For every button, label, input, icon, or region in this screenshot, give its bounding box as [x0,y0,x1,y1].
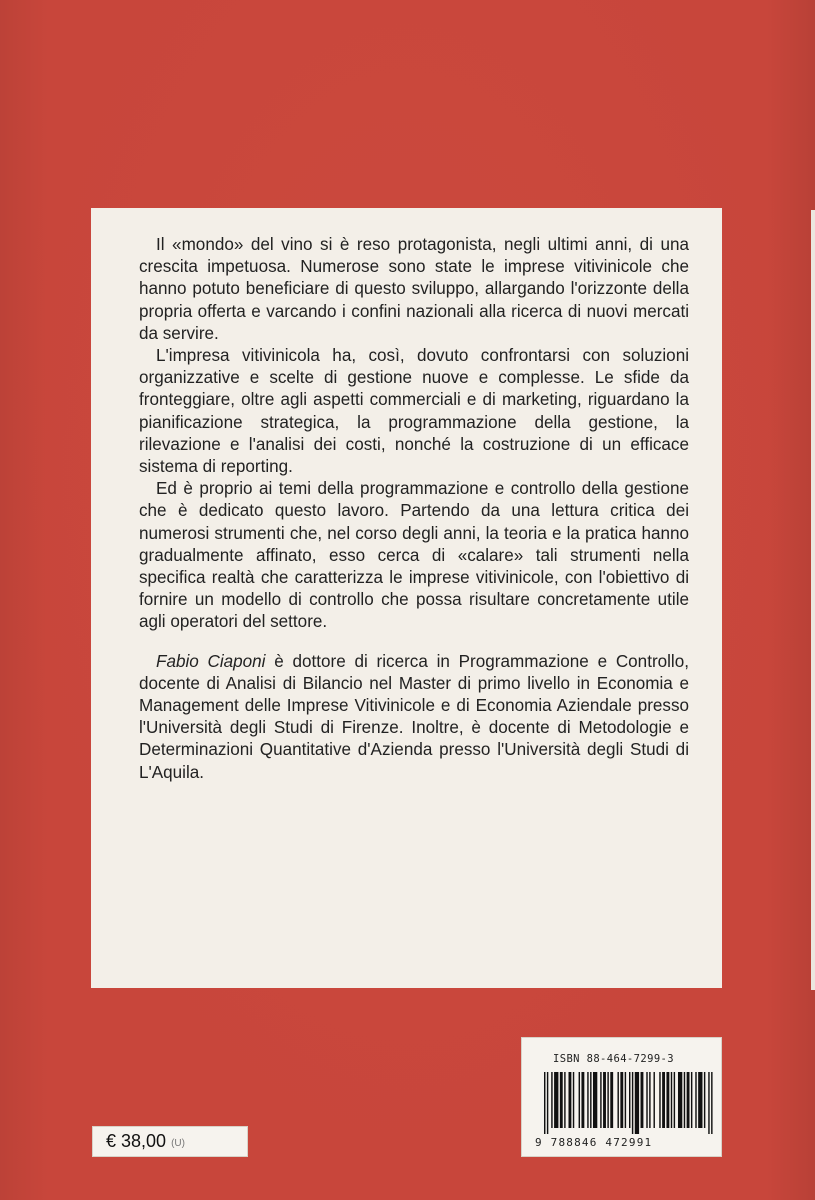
barcode-bar [547,1072,548,1134]
barcode-bar [671,1072,672,1128]
barcode-bar [568,1072,571,1128]
isbn-barcode-box [521,1037,722,1157]
barcode-icon [544,1072,714,1134]
barcode-bar [573,1072,574,1128]
blurb [139,234,689,634]
barcode-bar [617,1072,618,1128]
barcode-bar [632,1072,633,1134]
author-name: Fabio Ciaponi [156,651,266,671]
page-edge [811,210,815,990]
price-tag [92,1126,248,1157]
barcode-bar [649,1072,650,1128]
barcode-bar [659,1072,660,1128]
barcode-bar [684,1072,685,1128]
author-bio-text: è dottore di ricerca in Programmazione e Controllo, docente di Analisi di Bilancio nel Master di primo livello in Economia e Management delle Imprese Vitivinicole e di Economia Aziendale presso l'Università degli Studi di Firenze. Inoltre, è docente di Metodologie e Determinazioni Quantitative d'Azienda presso l'Università degli Studi di L'Aquila. [139,651,689,782]
barcode-bar [646,1072,647,1128]
barcode-bar [600,1072,601,1128]
barcode-bar [564,1072,565,1128]
barcode-bar [593,1072,597,1128]
barcode-bar [544,1072,545,1134]
blurb-paragraph-1: Il «mondo» del vino si è reso protagonista, negli ultimi anni, di una crescita impetuosa. Numerose sono state le imprese vitivinicole che hanno potuto beneficiare di questo sviluppo, allargando l'orizzonte della propria offerta e varcando i confini nazionali alla ricerca di nuovi mercati da servire. [139,235,689,343]
barcode-bar [653,1072,654,1128]
barcode-bar [554,1072,558,1128]
barcode-bar [587,1072,588,1128]
barcode-bar [666,1072,669,1128]
barcode-bar [711,1072,712,1134]
barcode-bar [581,1072,584,1128]
barcode-bar [691,1072,692,1128]
barcode-bar [579,1072,580,1128]
text-panel [91,208,722,988]
barcode-bar [590,1072,591,1128]
barcode-bar [551,1072,552,1128]
barcode-bar [610,1072,613,1128]
isbn-label: ISBN 88-464-7299-3 [553,1053,674,1065]
barcode-bar [698,1072,702,1128]
author-bio [139,651,689,784]
barcode-bar [635,1072,639,1134]
barcode-bar [674,1072,675,1128]
barcode-bar [625,1072,626,1128]
barcode-bar [662,1072,665,1128]
barcode-bar [620,1072,623,1128]
price-code: (U) [171,1137,185,1149]
blurb-paragraph-3: Ed è proprio ai temi della programmazione e controllo della gestione che è dedicato questo lavoro. Partendo da una lettura critica dei numerosi strumenti che, nel corso degli anni, la teoria e la pratica hanno gradualmente affinato, esso cerca di «calare» tali strumenti nella specifica realtà che caratterizza le imprese vitivinicole, con l'obiettivo di fornire un modello di controllo che possa risultare concretamente utile agli operatori del settore. [139,479,689,632]
barcode-bar [695,1072,696,1128]
barcode-bar [708,1072,709,1134]
barcode-bar [704,1072,705,1128]
barcode-bar [560,1072,563,1128]
barcode-bar [678,1072,682,1128]
barcode-bar [629,1072,630,1128]
ean-number: 9 788846 472991 [535,1136,653,1149]
barcode-bar [607,1072,608,1128]
barcode-bar [641,1072,644,1128]
barcode-bar [687,1072,690,1128]
author-bio-section [139,651,689,784]
price-value: € 38,00 [106,1131,167,1151]
barcode-bar [603,1072,606,1128]
blurb-paragraph-2: L'impresa vitivinicola ha, così, dovuto confrontarsi con soluzioni organizzative e scelte di gestione nuove e complesse. Le sfide da fronteggiare, oltre agli aspetti commerciali e di marketing, riguardano la pianificazione strategica, la programmazione della gestione, la rilevazione e l'analisi dei costi, nonché la costruzione di un efficace sistema di reporting. [139,346,689,477]
